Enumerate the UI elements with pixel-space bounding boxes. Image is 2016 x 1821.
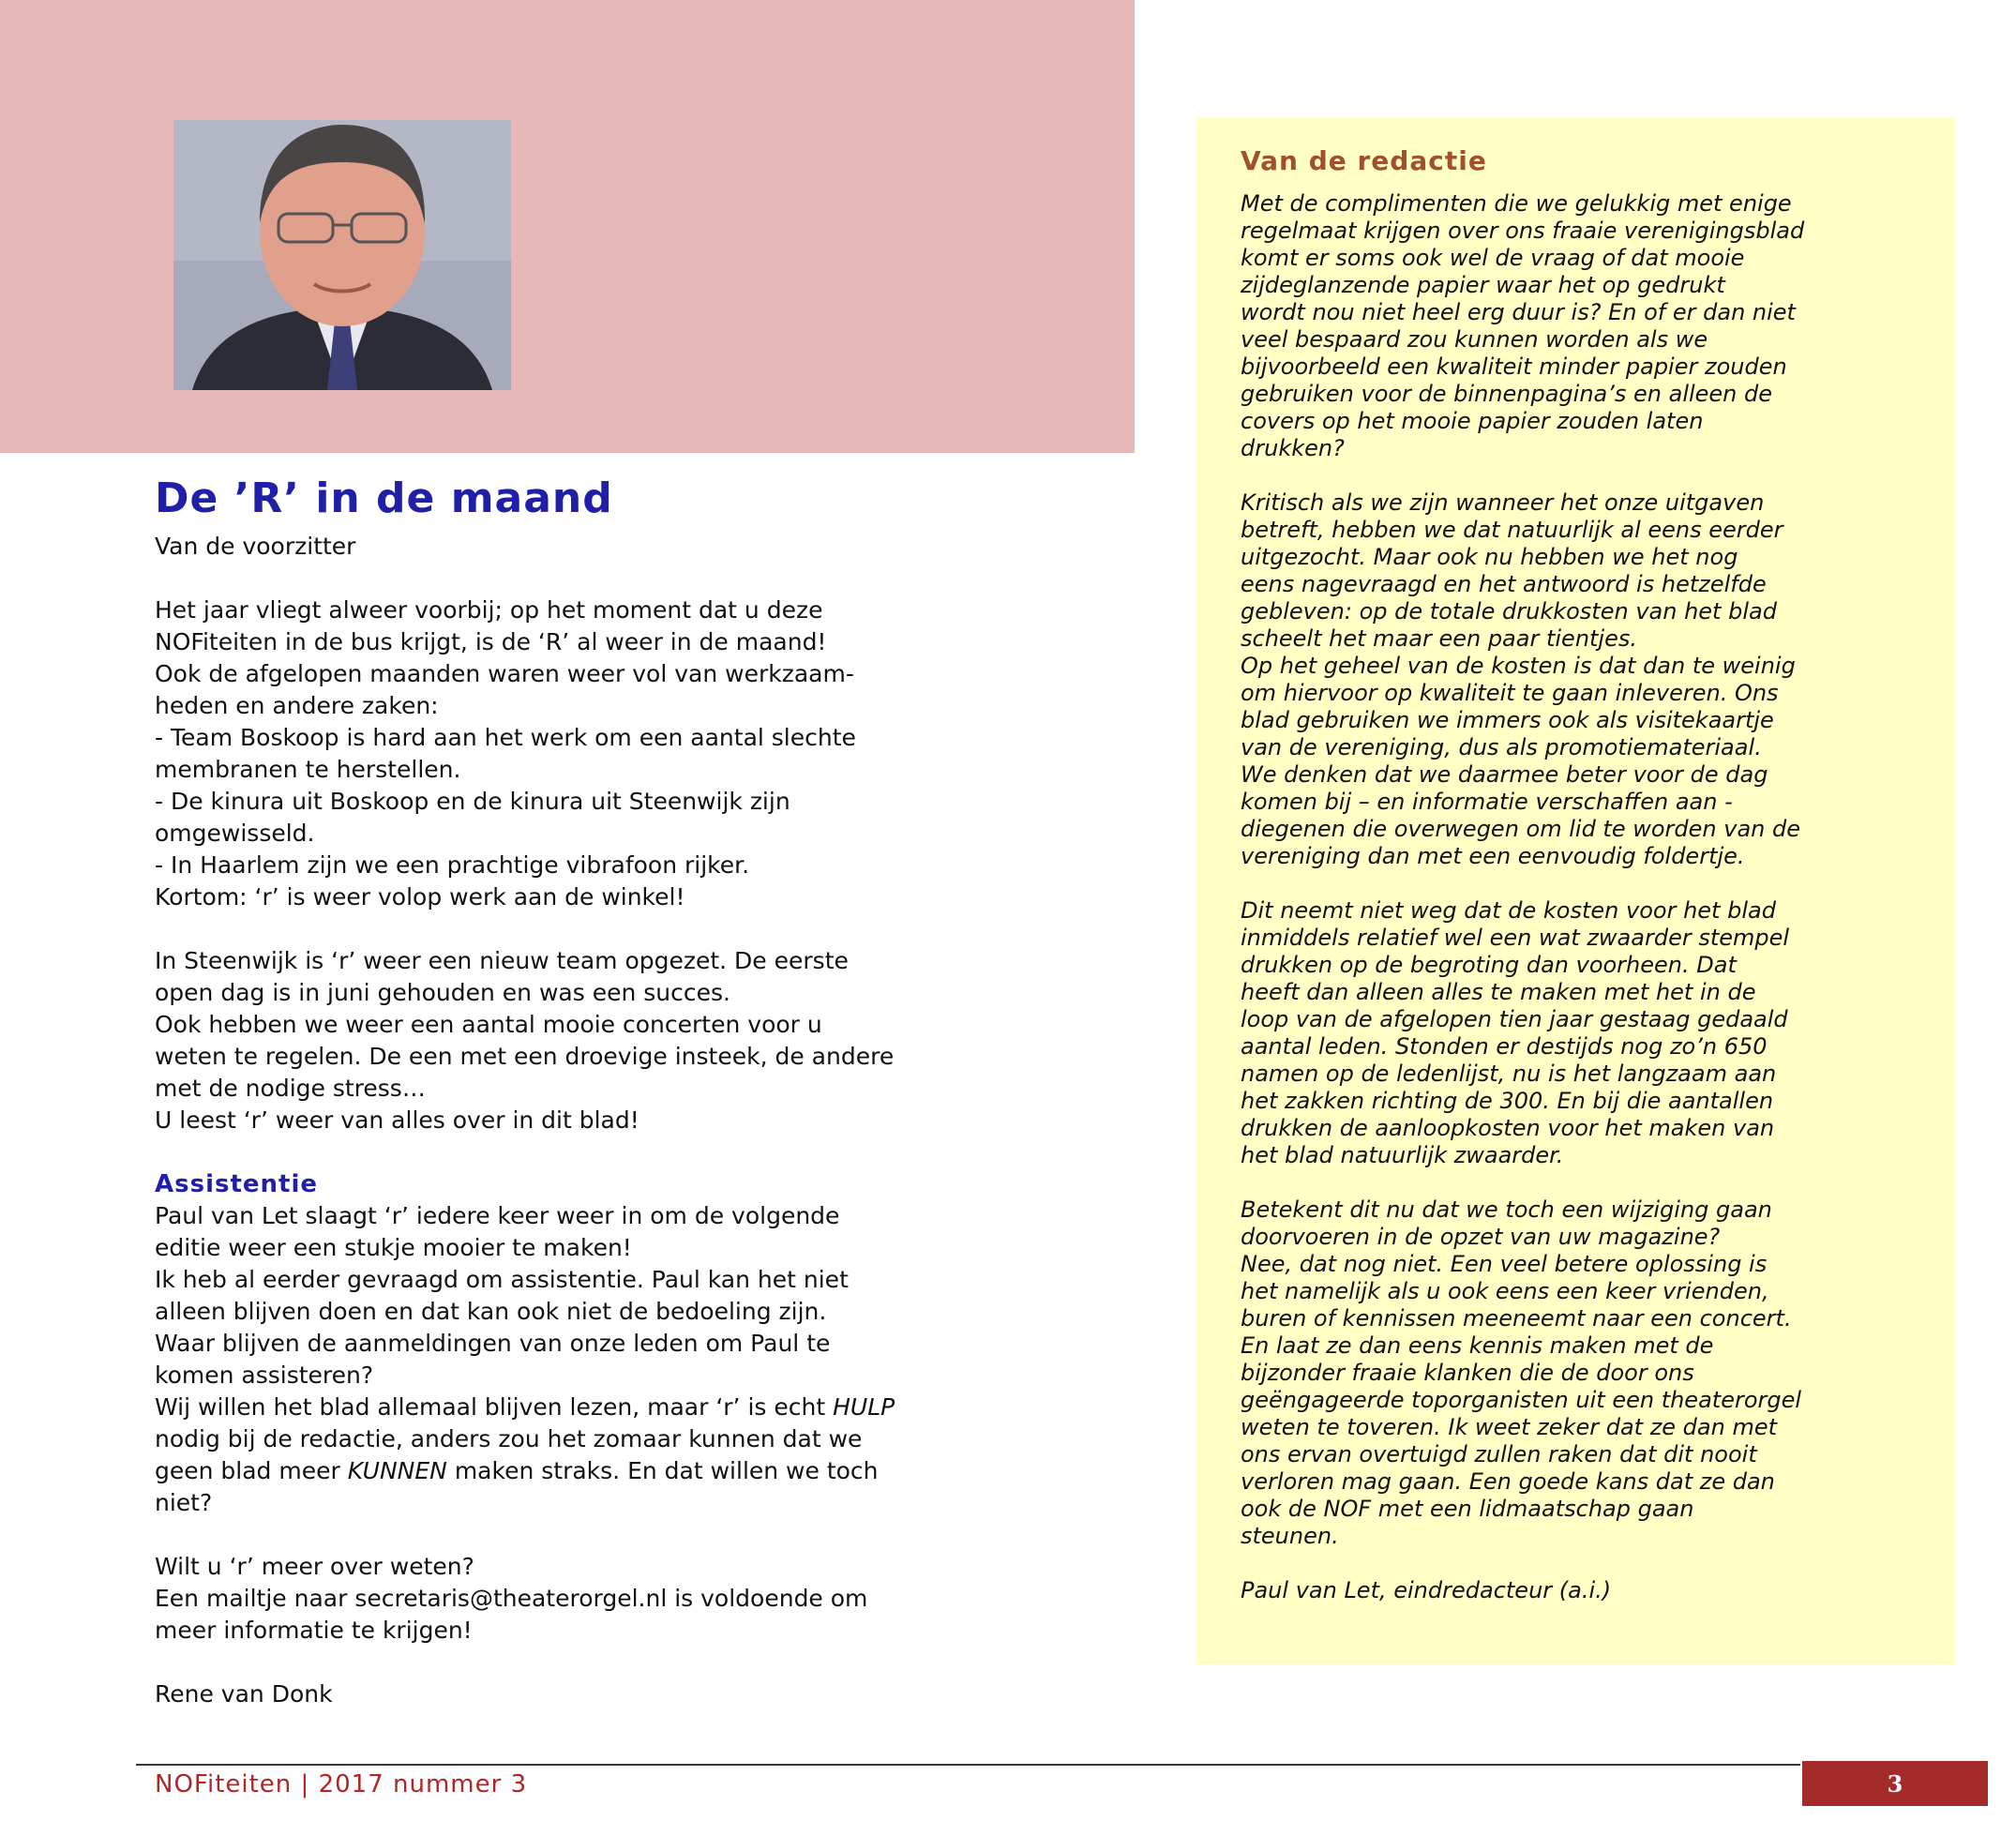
page-number-badge: 3 bbox=[1802, 1761, 1988, 1806]
text-line: diegenen die overwegen om lid te worden van de bbox=[1241, 816, 1800, 842]
text-line: ook de NOF met een lidmaatschap gaan bbox=[1241, 1496, 1694, 1522]
sidebar-paragraph-2 bbox=[1241, 489, 1934, 870]
text-line: weten te regelen. De een met een droevige insteek, de andere bbox=[155, 1043, 895, 1070]
sidebar-paragraph-3 bbox=[1241, 897, 1934, 1169]
text-line: open dag is in juni gehouden en was een succes. bbox=[155, 979, 730, 1006]
text-line: weten te toveren. Ik weet zeker dat ze dan met bbox=[1241, 1414, 1778, 1440]
text-line: met de nodige stress… bbox=[155, 1075, 426, 1102]
text-line: Met de complimenten die we gelukkig met enige bbox=[1241, 190, 1792, 217]
text-line: Kritisch als we zijn wanneer het onze uitgaven bbox=[1241, 489, 1765, 516]
text-line: om hiervoor op kwaliteit te gaan inleveren. Ons bbox=[1241, 680, 1779, 706]
text-line: Ook hebben we weer een aantal mooie concerten voor u bbox=[155, 1011, 822, 1038]
footer-rule bbox=[136, 1764, 1800, 1766]
text-line: drukken de aanloopkosten voor het maken van bbox=[1241, 1115, 1775, 1141]
text-line: blad gebruiken we immers ook als visitekaartje bbox=[1241, 707, 1774, 733]
text-line: - Team Boskoop is hard aan het werk om een aantal slechte bbox=[155, 724, 856, 751]
editorial-sidebar bbox=[1196, 117, 1955, 1664]
text-line: gebleven: op de totale drukkosten van het blad bbox=[1241, 598, 1777, 625]
text-fragment: maken straks. En dat willen we toch bbox=[446, 1457, 879, 1484]
text-line: vereniging dan met een eenvoudig foldertje. bbox=[1241, 843, 1745, 869]
header-band bbox=[0, 0, 1135, 453]
article-paragraph-5 bbox=[155, 1551, 1121, 1647]
text-line: U leest ‘r’ weer van alles over in dit blad! bbox=[155, 1106, 639, 1134]
text-line: wordt nou niet heel erg duur is? En of er dan niet bbox=[1241, 299, 1796, 325]
text-line: editie weer een stukje mooier te maken! bbox=[155, 1234, 632, 1261]
text-fragment: geen blad meer bbox=[155, 1457, 348, 1484]
text-line: komen assisteren? bbox=[155, 1362, 374, 1389]
text-line: ons ervan overtuigd zullen raken dat dit nooit bbox=[1241, 1441, 1757, 1467]
text-line: - De kinura uit Boskoop en de kinura uit Steenwijk zijn bbox=[155, 788, 790, 815]
text-line: In Steenwijk is ‘r’ weer een nieuw team opgezet. De eerste bbox=[155, 947, 849, 974]
text-line: meer informatie te krijgen! bbox=[155, 1617, 473, 1644]
text-line: buren of kennissen meeneemt naar een concert. bbox=[1241, 1305, 1792, 1332]
sidebar-paragraph-4 bbox=[1241, 1196, 1934, 1550]
text-line: namen op de ledenlijst, nu is het langzaam aan bbox=[1241, 1061, 1777, 1087]
text-line: Het jaar vliegt alweer voorbij; op het moment dat u deze bbox=[155, 596, 823, 624]
text-line: drukken? bbox=[1241, 435, 1345, 461]
article-column bbox=[155, 469, 1121, 1710]
text-line: loop van de afgelopen tien jaar gestaag gedaald bbox=[1241, 1006, 1788, 1032]
text-line: van de vereniging, dus als promotiemateriaal. bbox=[1241, 734, 1762, 760]
text-line: doorvoeren in de opzet van uw magazine? bbox=[1241, 1224, 1721, 1250]
text-line bbox=[155, 1455, 1121, 1487]
text-line: covers op het mooie papier zouden laten bbox=[1241, 408, 1704, 434]
text-line: Kortom: ‘r’ is weer volop werk aan de winkel! bbox=[155, 883, 685, 910]
text-line: gebruiken voor de binnenpagina’s en alleen de bbox=[1241, 381, 1773, 407]
text-line: Ook de afgelopen maanden waren weer vol van werkzaam- bbox=[155, 660, 854, 687]
text-line: NOFiteiten in de bus krijgt, is de ‘R’ al weer in de maand! bbox=[155, 628, 827, 655]
text-line: steunen. bbox=[1241, 1523, 1339, 1549]
assistentie-heading: Assistentie bbox=[155, 1170, 319, 1198]
text-line: komen bij – en informatie verschaffen aan - bbox=[1241, 789, 1733, 815]
text-line: nodig bij de redactie, anders zou het zomaar kunnen dat we bbox=[155, 1425, 863, 1452]
text-line: uitgezocht. Maar ook nu hebben we het nog bbox=[1241, 544, 1738, 570]
text-line: bijvoorbeeld een kwaliteit minder papier zouden bbox=[1241, 354, 1787, 380]
text-line: Waar blijven de aanmeldingen van onze leden om Paul te bbox=[155, 1330, 831, 1357]
text-line: Wilt u ‘r’ meer over weten? bbox=[155, 1553, 474, 1580]
text-line: We denken dat we daarmee beter voor de dag bbox=[1241, 761, 1768, 788]
text-line: Ik heb al eerder gevraagd om assistentie. Paul kan het niet bbox=[155, 1266, 849, 1293]
sidebar-title: Van de redactie bbox=[1241, 145, 1487, 176]
article-subtitle: Van de voorzitter bbox=[155, 533, 356, 560]
article-paragraph-2 bbox=[155, 945, 1121, 1136]
text-line: Betekent dit nu dat we toch een wijziging gaan bbox=[1241, 1196, 1772, 1223]
text-line: - In Haarlem zijn we een prachtige vibrafoon rijker. bbox=[155, 851, 750, 879]
text-line: membranen te herstellen. bbox=[155, 756, 461, 783]
text-line: inmiddels relatief wel een wat zwaarder stempel bbox=[1241, 925, 1790, 951]
sidebar-paragraph-1 bbox=[1241, 190, 1934, 462]
text-line: betreft, hebben we dat natuurlijk al eens eerder bbox=[1241, 517, 1783, 543]
footer-publication: NOFiteiten | 2017 nummer 3 bbox=[155, 1770, 528, 1798]
text-line: het namelijk als u ook eens een keer vrienden, bbox=[1241, 1278, 1769, 1304]
text-line: drukken op de begroting dan voorheen. Dat bbox=[1241, 952, 1737, 978]
text-line: het zakken richting de 300. En bij die aantallen bbox=[1241, 1088, 1774, 1114]
text-line: regelmaat krijgen over ons fraaie verenigingsblad bbox=[1241, 218, 1805, 244]
author-portrait bbox=[173, 120, 511, 390]
text-line: het blad natuurlijk zwaarder. bbox=[1241, 1142, 1564, 1168]
article-signature: Rene van Donk bbox=[155, 1680, 333, 1708]
text-line: verloren mag gaan. Een goede kans dat ze dan bbox=[1241, 1468, 1775, 1495]
article-title: De ’R’ in de maand bbox=[155, 474, 613, 522]
text-line: scheelt het maar een paar tientjes. bbox=[1241, 625, 1637, 652]
article-paragraph-1 bbox=[155, 594, 1121, 913]
text-line: Dit neemt niet weg dat de kosten voor het blad bbox=[1241, 897, 1776, 924]
emphasis-kunnen: KUNNEN bbox=[347, 1457, 447, 1484]
text-line: Op het geheel van de kosten is dat dan te weinig bbox=[1241, 653, 1796, 679]
text-line: En laat ze dan eens kennis maken met de bbox=[1241, 1332, 1714, 1359]
text-fragment: Wij willen het blad allemaal blijven lezen, maar ‘r’ is echt bbox=[155, 1393, 834, 1421]
emphasis-hulp: HULP bbox=[833, 1393, 895, 1421]
text-line: omgewisseld. bbox=[155, 820, 315, 847]
text-line: veel bespaard zou kunnen worden als we bbox=[1241, 326, 1708, 353]
text-line: heden en andere zaken: bbox=[155, 692, 439, 719]
text-line: Paul van Let slaagt ‘r’ iedere keer weer in om de volgende bbox=[155, 1202, 840, 1229]
text-line: Nee, dat nog niet. Een veel betere oplossing is bbox=[1241, 1251, 1768, 1277]
text-line: heeft dan alleen alles te maken met het in de bbox=[1241, 979, 1756, 1005]
text-line: aantal leden. Stonden er destijds nog zo’n 650 bbox=[1241, 1033, 1768, 1060]
text-line: geëngageerde toporganisten uit een theaterorgel bbox=[1241, 1387, 1802, 1413]
text-line bbox=[155, 1392, 1121, 1423]
article-paragraph-3 bbox=[155, 1200, 1121, 1519]
text-line: bijzonder fraaie klanken die de door ons bbox=[1241, 1360, 1694, 1386]
text-line: niet? bbox=[155, 1489, 213, 1516]
text-line: komt er soms ook wel de vraag of dat mooie bbox=[1241, 245, 1745, 271]
text-line: eens nagevraagd en het antwoord is hetzelfde bbox=[1241, 571, 1767, 597]
text-line: zijdeglanzende papier waar het op gedrukt bbox=[1241, 272, 1725, 298]
text-line: alleen blijven doen en dat kan ook niet de bedoeling zijn. bbox=[155, 1298, 827, 1325]
text-line: Een mailtje naar secretaris@theaterorgel.nl is voldoende om bbox=[155, 1585, 868, 1612]
sidebar-signature: Paul van Let, eindredacteur (a.i.) bbox=[1241, 1577, 1612, 1603]
